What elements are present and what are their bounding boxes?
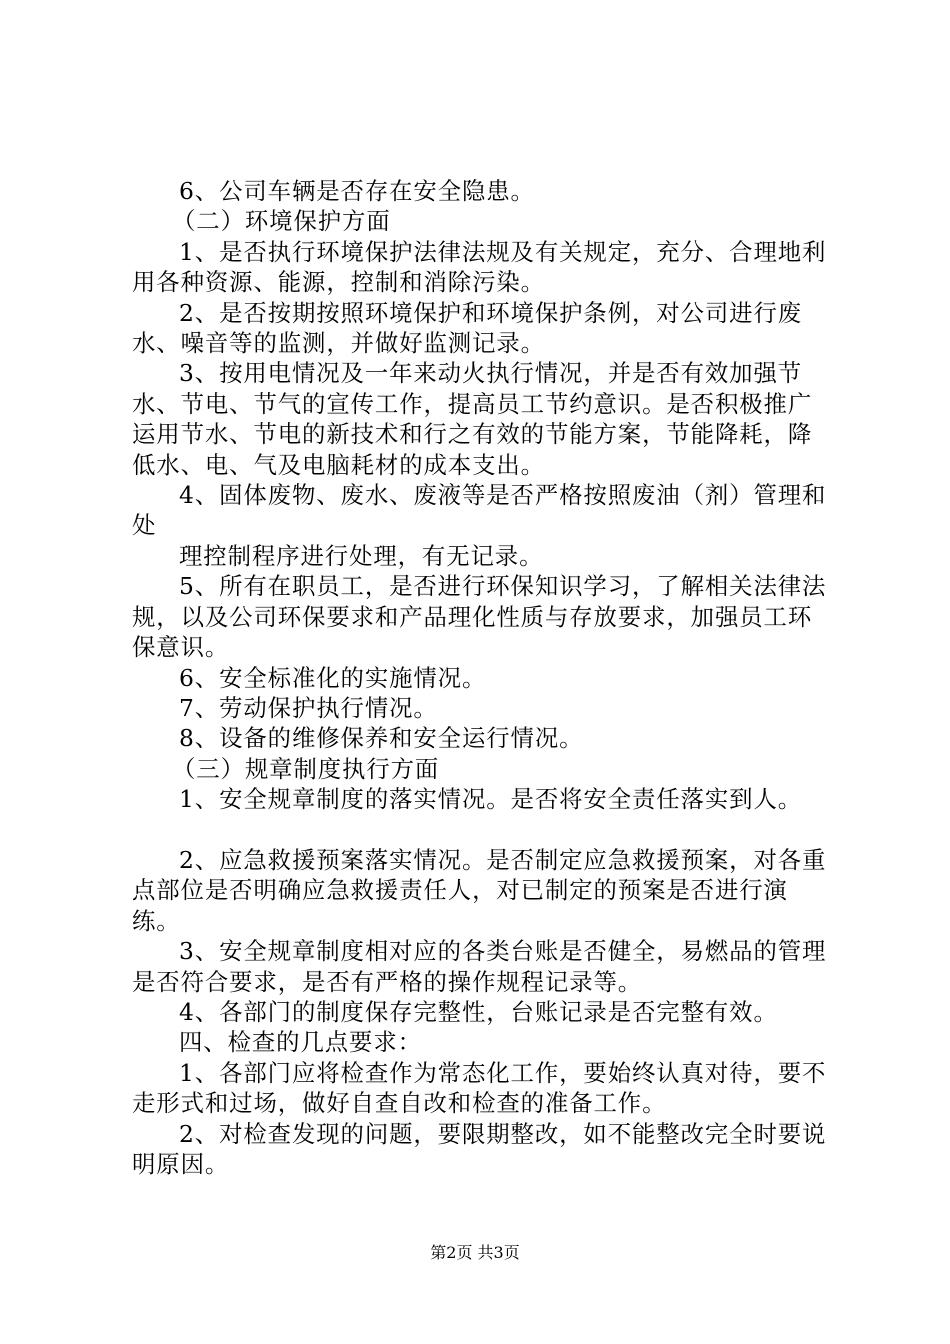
section-heading: （二）环境保护方面 [172, 207, 391, 236]
paragraph: 2、是否按期按照环境保护和环境保护条例，对公司进行废水、噪音等的监测，并做好监测记录。 [132, 298, 803, 358]
section-heading: 四、检查的几点要求： [179, 1028, 422, 1057]
paragraph: 2、应急救援预案落实情况。是否制定应急救援预案，对各重点部位是否明确应急救援责任人，对已制定的预案是否进行演练。 [132, 845, 827, 935]
paragraph: 1、各部门应将检查作为常态化工作，要始终认真对待，要不走形式和过场，做好自查自改和检查的准备工作。 [132, 1058, 827, 1118]
paragraph: 3、按用电情况及一年来动火执行情况，并是否有效加强节水、节电、节气的宣传工作，提高员工节约意识。是否积极推广运用节水、节电的新技术和行之有效的节能方案，节能降耗，降低水、电、气及电脑耗材的成本支出。 [132, 359, 813, 479]
paragraph: 1、安全规章制度的落实情况。是否将安全责任落实到人。 [179, 785, 803, 814]
paragraph: 4、固体废物、废水、废液等是否严格按照废油（剂）管理和处 [132, 481, 827, 540]
blank-line [132, 815, 834, 845]
paragraph: 3、安全规章制度相对应的各类台账是否健全，易燃品的管理是否符合要求，是否有严格的操作规程记录等。 [132, 937, 827, 996]
paragraph: 5、所有在职员工，是否进行环保知识学习，了解相关法律法规，以及公司环保要求和产品理化性质与存放要求，加强员工环保意识。 [132, 572, 827, 662]
paragraph: 8、设备的维修保养和安全运行情况。 [179, 724, 584, 753]
paragraph: 7、劳动保护执行情况。 [179, 693, 438, 722]
page-number-footer: 第2页 共3页 [430, 1243, 520, 1262]
paragraph: 6、公司车辆是否存在安全隐患。 [179, 177, 535, 205]
paragraph: 2、对检查发现的问题，要限期整改，如不能整改完全时要说明原因。 [132, 1119, 827, 1178]
section-heading: （三）规章制度执行方面 [172, 754, 440, 783]
paragraph: 1、是否执行环境保护法律法规及有关规定，充分、合理地利用各种资源、能源，控制和消除污染。 [132, 237, 827, 297]
paragraph: 理控制程序进行处理，有无记录。 [179, 541, 544, 570]
paragraph: 6、安全标准化的实施情况。 [179, 663, 487, 692]
paragraph: 4、各部门的制度保存完整性，台账记录是否完整有效。 [179, 997, 778, 1026]
document-body [132, 176, 834, 1179]
